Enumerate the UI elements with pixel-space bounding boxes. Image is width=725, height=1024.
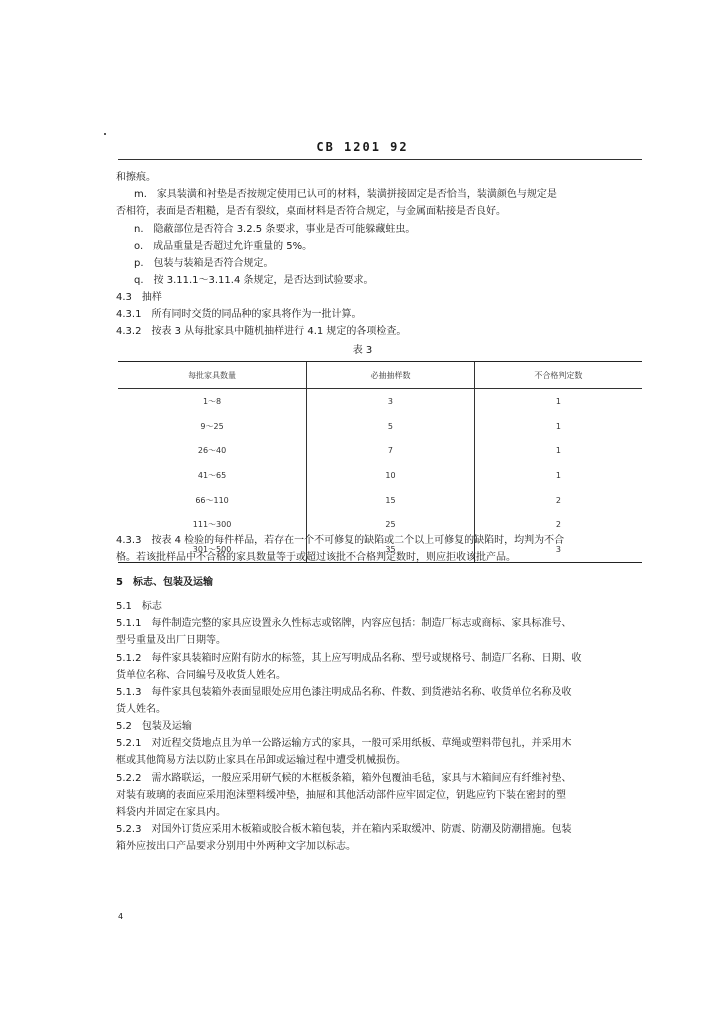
clause-5-1-3: 5.1.3 每件家具包装箱外表面显眼处应用色漆注明成品名称、件数、到货港站名称、收货单位名称及收 xyxy=(116,687,572,698)
table-cell: 2 xyxy=(474,512,642,537)
table-cell: 5 xyxy=(307,414,475,439)
section-5-heading: 5 标志、包装及运输 xyxy=(116,577,213,588)
clause-q: q. 按 3.11.1～3.11.4 条规定，是否达到试验要求。 xyxy=(134,275,374,286)
table-cell: 66～110 xyxy=(195,495,229,505)
clause-p: p. 包装与装箱是否符合规定。 xyxy=(134,258,274,269)
table-cell: 1 xyxy=(474,438,642,463)
text-line: 货人姓名。 xyxy=(116,704,166,715)
clause-m: m. 家具装潢和衬垫是否按规定使用已认可的材料，装潢拼接固定是否恰当，装潢颜色与规定是 xyxy=(134,189,557,200)
sampling-table xyxy=(118,361,642,563)
clause-5-1-1: 5.1.1 每件制造完整的家具应设置永久性标志或铭牌，内容应包括：制造厂标志或商标、家具标准号、 xyxy=(116,618,572,629)
clause-5-2-3: 5.2.3 对国外订货应采用木板箱或胶合板木箱包装，并在箱内采取缓冲、防震、防潮及防潮措施。包装 xyxy=(116,824,572,835)
table-cell: 301～500 xyxy=(118,537,307,562)
table-cell: 9～25 xyxy=(200,421,224,431)
text-line: 和擦痕。 xyxy=(116,172,156,183)
column-header: 每批家具数量 xyxy=(118,362,307,389)
table-cell: 7 xyxy=(307,438,475,463)
text-line: 框或其他简易方法以防止家具在吊卸或运输过程中遭受机械损伤。 xyxy=(116,755,406,766)
text-line: 否相符，表面是否粗糙，是否有裂纹，桌面材料是否符合规定，与金属面粘接是否良好。 xyxy=(116,206,506,217)
text-line: 对装有玻璃的表面应采用泡沫塑料缓冲垫，抽屉和其他活动部件应牢固定位，钥匙应钓下装在密封的塑 xyxy=(116,790,566,801)
column-header: 必抽抽样数 xyxy=(307,362,475,389)
text-line: 型号重量及出厂日期等。 xyxy=(116,635,226,646)
table-cell: 25 xyxy=(307,512,475,537)
table-row xyxy=(118,389,642,414)
section-5-1-heading: 5.1 标志 xyxy=(116,601,162,612)
table-cell: 3 xyxy=(307,389,475,414)
column-header: 不合格判定数 xyxy=(474,362,642,389)
table-cell: 1 xyxy=(474,414,642,439)
clause-5-1-2: 5.1.2 每件家具装箱时应附有防水的标签，其上应写明成品名称、型号或规格号、制造厂名称、日期、收 xyxy=(116,653,582,664)
table-header-row xyxy=(118,362,642,389)
table-cell: 26～40 xyxy=(197,446,227,456)
standard-code-header: CB 1201 92 xyxy=(316,140,409,154)
table-cell: 3 xyxy=(474,537,642,562)
section-5-2-heading: 5.2 包装及运输 xyxy=(116,721,192,732)
text-line: 格。若该批样品中不合格的家具数量等于或超过该批不合格判定数时，则应拒收该批产品。 xyxy=(116,552,516,563)
clause-4-3-2: 4.3.2 按表 3 从每批家具中随机抽样进行 4.1 规定的各项检查。 xyxy=(116,326,407,337)
table-caption: 表 3 xyxy=(352,345,373,356)
section-4-3-heading: 4.3 抽样 xyxy=(116,292,162,303)
table-cell: 1 xyxy=(474,463,642,488)
clause-n: n. 隐蔽部位是否符合 3.2.5 条要求，事业是否可能躲藏蛀虫。 xyxy=(134,224,416,235)
clause-5-2-2: 5.2.2 需水路联运，一般应采用研气候的木框板条箱，箱外包覆油毛毡，家具与木箱间应有纤维衬垫、 xyxy=(116,773,572,784)
table-row xyxy=(118,438,642,463)
table-cell: 35 xyxy=(307,537,475,562)
text-line: 货单位名称、合同编号及收货人姓名。 xyxy=(116,670,286,681)
table-cell: 15 xyxy=(307,488,475,513)
clause-5-2-1: 5.2.1 对近程交货地点且为单一公路运输方式的家具，一般可采用纸板、草绳或塑料带包扎，并采用木 xyxy=(116,738,572,749)
table-cell: 10 xyxy=(307,463,475,488)
table-cell: 1～8 xyxy=(202,396,222,406)
table-cell: 41～65 xyxy=(197,470,227,480)
table-cell: 111～300 xyxy=(192,520,232,530)
text-line: 料袋内并固定在家具内。 xyxy=(116,807,226,818)
clause-4-3-3: 4.3.3 按表 4 检验的每件样品，若存在一个不可修复的缺陷或二个以上可修复的缺陷时，均判为不合 xyxy=(116,535,565,546)
page-number: 4 xyxy=(118,912,124,921)
scan-speck xyxy=(104,133,106,135)
table-row xyxy=(118,463,642,488)
text-line: 箱外应按出口产品要求分别用中外两种文字加以标志。 xyxy=(116,841,356,852)
header-rule xyxy=(118,159,642,160)
table-row xyxy=(118,414,642,439)
table-cell: 1 xyxy=(474,389,642,414)
table-cell: 2 xyxy=(474,488,642,513)
clause-o: o. 成品重量是否超过允许重量的 5%。 xyxy=(134,241,313,252)
table-row xyxy=(118,488,642,513)
clause-4-3-1: 4.3.1 所有同时交货的同品种的家具将作为一批计算。 xyxy=(116,309,362,320)
